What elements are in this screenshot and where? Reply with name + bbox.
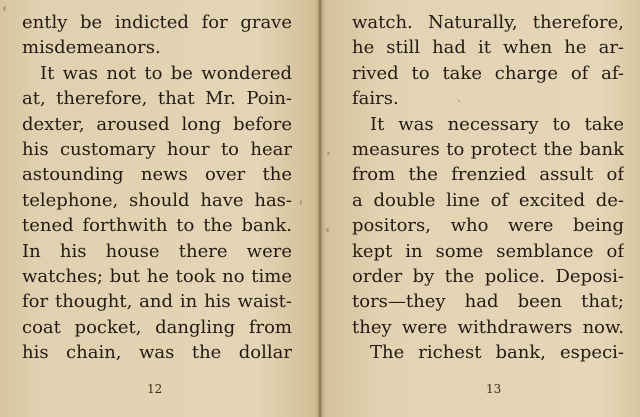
text-line: telephone, should have has- xyxy=(22,189,292,211)
text-line: coat pocket, dangling from xyxy=(22,316,292,338)
text-line: watch. Naturally, therefore, xyxy=(352,12,624,33)
right-page xyxy=(320,0,640,417)
text-line: his customary hour to hear xyxy=(22,138,292,160)
right-page-text xyxy=(352,10,624,365)
text-line: It was not to be wondered xyxy=(40,62,292,84)
text-line: watches; but he took no time xyxy=(22,265,292,287)
text-line: positors, who were being xyxy=(352,215,624,237)
paper-foxing-spot xyxy=(458,100,460,102)
text-line: a double line of excited de- xyxy=(352,189,624,211)
paper-foxing-spot xyxy=(300,200,302,205)
left-page-text xyxy=(22,10,292,365)
text-line: In his house there were xyxy=(22,240,292,262)
text-line: they were withdrawers now. xyxy=(352,316,624,338)
text-line: ently be indicted for grave xyxy=(22,12,292,33)
text-line: for thought, and in his waist- xyxy=(22,291,292,313)
text-line: tors—they had been that; xyxy=(352,291,624,313)
right-page-number: 13 xyxy=(486,382,502,396)
text-line: order by the police. Deposi- xyxy=(352,265,624,287)
text-line: he still had it when he ar- xyxy=(352,37,624,59)
text-line: The richest bank, especi- xyxy=(370,342,624,364)
text-line: misdemeanors. xyxy=(22,37,161,59)
text-line: measures to protect the bank xyxy=(352,138,624,160)
text-line: rived to take charge of af- xyxy=(352,62,624,84)
text-line: dexter, aroused long before xyxy=(22,113,292,135)
paper-foxing-spot xyxy=(3,6,6,11)
paper-foxing-spot xyxy=(327,152,330,155)
text-line: his chain, was the dollar xyxy=(22,342,292,364)
text-line: tened forthwith to the bank. xyxy=(22,215,292,237)
text-line: from the frenzied assult of xyxy=(352,164,624,186)
text-line: at, therefore, that Mr. Poin- xyxy=(22,88,292,110)
text-line: It was necessary to take xyxy=(370,113,624,135)
left-page-number: 12 xyxy=(147,382,163,396)
paper-foxing-spot xyxy=(326,228,329,232)
text-line: kept in some semblance of xyxy=(352,240,624,262)
text-line: astounding news over the xyxy=(22,164,292,186)
text-line: fairs. xyxy=(352,88,399,110)
